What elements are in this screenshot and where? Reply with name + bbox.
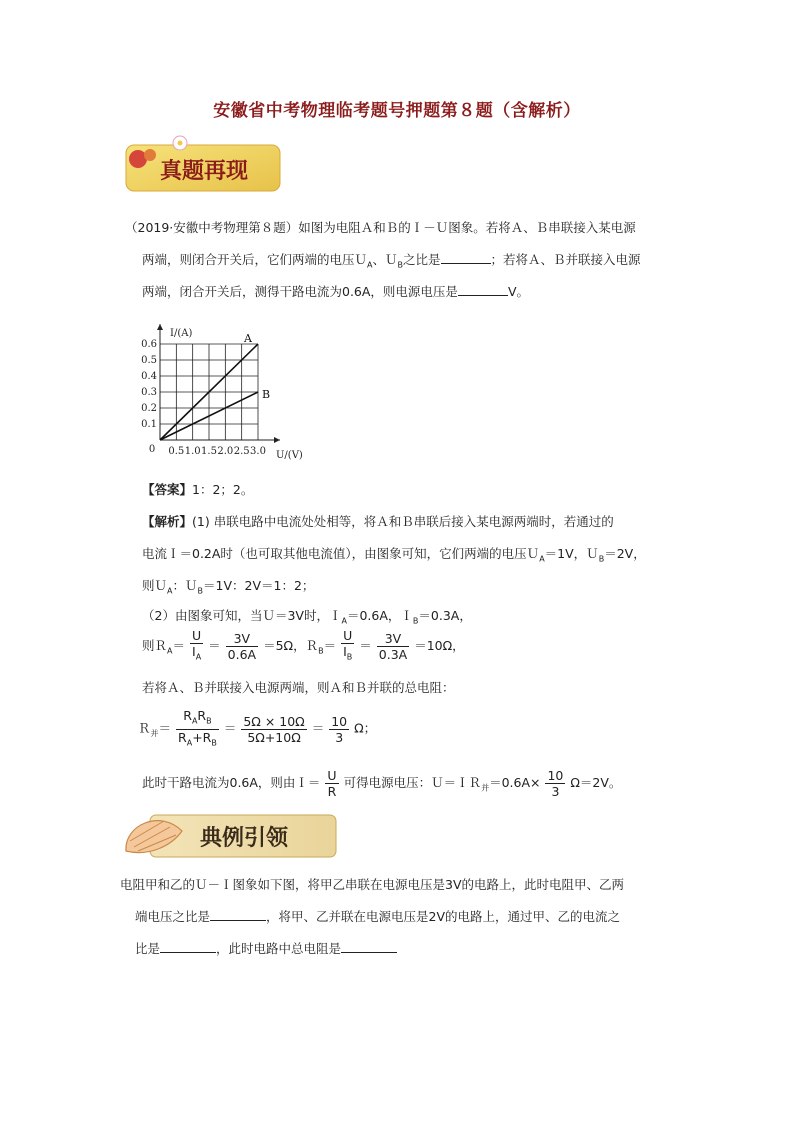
example-line-2: 端电压之比是 ，将甲、乙并联在电源电压是2V的电路上，通过甲、乙的电流之	[135, 909, 621, 924]
x-tick-label: 2.5	[233, 446, 250, 457]
fraction-u-over-ib: $\frac{U}{I_B}$	[343, 628, 353, 662]
analysis-line-8: 此时干路电流为0.6A，则由Ｉ＝ $\frac{U}{R}$ 可得电源电压：Ｕ＝ＩＲ$_并$＝0.6A× $\frac{10}{3}$ Ω＝2V。	[142, 768, 622, 799]
y-tick-label: 0.2	[141, 403, 157, 414]
analysis-line-3: 则Ｕ$_A$：Ｕ$_B$＝1V：2V＝1：2；	[142, 578, 315, 596]
x-tick-label: 0.5	[168, 446, 185, 457]
series-label-b: B	[262, 388, 271, 401]
question-line-1: （2019·安徽中考物理第８题）如图为电阻Ａ和Ｂ的Ｉ－Ｕ图象。若将Ａ、Ｂ串联接入某电源	[125, 220, 636, 235]
fraction-3v-over-03a: $\frac{3V}{0.3A}$	[378, 630, 408, 662]
answer-blank-1[interactable]	[441, 252, 491, 264]
y-tick-label: 0.3	[141, 387, 157, 398]
x-tick-label: 2.0	[217, 446, 234, 457]
question-line-2: 两端，则闭合开关后，它们两端的电压Ｕ$_A$、Ｕ$_B$之比是 ；若将Ａ、Ｂ并联接入电源	[142, 252, 641, 270]
series-label-a: A	[244, 332, 252, 345]
fraction-u-over-ia: $\frac{U}{I_A}$	[192, 628, 202, 662]
example-line-1: 电阻甲和乙的Ｕ－Ｉ图象如下图，将甲乙串联在电源电压是3V的电路上，此时电阻甲、乙两	[120, 877, 625, 892]
analysis-line-5: 则Ｒ$_A$＝ $\frac{U}{I_A}$ ＝ $\frac{3V}{0.6A}$ ＝5Ω，Ｒ$_B$＝ $\frac{U}{I_B}$ ＝ $\frac{3V}{0.3A}$ ＝10Ω，	[142, 628, 465, 667]
y-tick-label: 0.6	[141, 339, 157, 350]
analysis-line-7: Ｒ$_并$＝ $\frac{R_AR_B}{R_A+R_B}$ ＝ $\frac{5\Omega \times 10\Omega}{5\Omega+10\Omega}$ ＝ $\frac{10}{3}$ Ω；	[138, 708, 376, 751]
example-blank-2[interactable]	[160, 941, 216, 953]
page-title: 安徽省中考物理临考题号押题第８题（含解析）	[213, 101, 581, 121]
x-tick-label: 3.0	[250, 446, 266, 457]
y-axis-arrow	[157, 324, 163, 330]
x-axis-arrow	[274, 437, 280, 443]
example-blank-3[interactable]	[341, 941, 397, 953]
answer-line: 【答案】1：2；2。	[142, 482, 254, 497]
fraction-parallel-formula: $\frac{R_AR_B}{R_A+R_B}$	[178, 708, 217, 747]
y-tick-label: 0.1	[141, 419, 157, 430]
y-axis-label: I/(A)	[170, 328, 193, 339]
fraction-u-over-r: $\frac{U}{R}$	[327, 768, 337, 799]
fraction-3v-over-06a: $\frac{3V}{0.6A}$	[227, 630, 257, 662]
fraction-parallel-values: $\frac{5\Omega \times 10\Omega}{5\Omega+10\Omega}$	[243, 713, 305, 745]
banner-label: 真题再现	[160, 158, 249, 184]
analysis-line-6: 若将Ａ、Ｂ并联接入电源两端，则Ａ和Ｂ并联的总电阻：	[142, 680, 455, 695]
answer-blank-2[interactable]	[458, 284, 508, 296]
section-banner-example	[120, 805, 340, 865]
question-line-3: 两端，闭合开关后，测得干路电流为0.6A，则电源电压是 V。	[142, 284, 529, 299]
example-line-3: 比是 ，此时电路中总电阻是	[135, 941, 397, 957]
analysis-line-4: （2）由图象可知，当Ｕ＝3V时，Ｉ$_A$＝0.6A，Ｉ$_B$＝0.3A，	[142, 608, 472, 626]
fraction-10-over-3-b: $\frac{10}{3}$	[547, 768, 564, 799]
fruit-icon	[129, 150, 147, 168]
analysis-line-1: 【解析】(1) 串联电路中电流处处相等，将Ａ和Ｂ串联后接入某电源两端时，若通过的	[142, 514, 614, 529]
example-blank-1[interactable]	[210, 909, 266, 921]
fraction-10-over-3: $\frac{10}{3}$	[331, 713, 348, 745]
x-axis-label: U/(V)	[276, 450, 303, 461]
origin-label: 0	[148, 444, 156, 455]
y-tick-label: 0.5	[141, 355, 157, 366]
iu-graph	[140, 315, 320, 465]
y-tick-label: 0.4	[141, 371, 157, 382]
banner-label: 典例引领	[200, 825, 289, 851]
x-tick-label: 1.0	[184, 446, 201, 457]
section-banner-real-question	[120, 133, 284, 197]
x-tick-label: 1.5	[201, 446, 217, 457]
analysis-line-2: 电流Ｉ＝0.2A时（也可取其他电流值），由图象可知，它们两端的电压Ｕ$_A$＝1V，Ｕ$_B$＝2V，	[142, 546, 646, 564]
